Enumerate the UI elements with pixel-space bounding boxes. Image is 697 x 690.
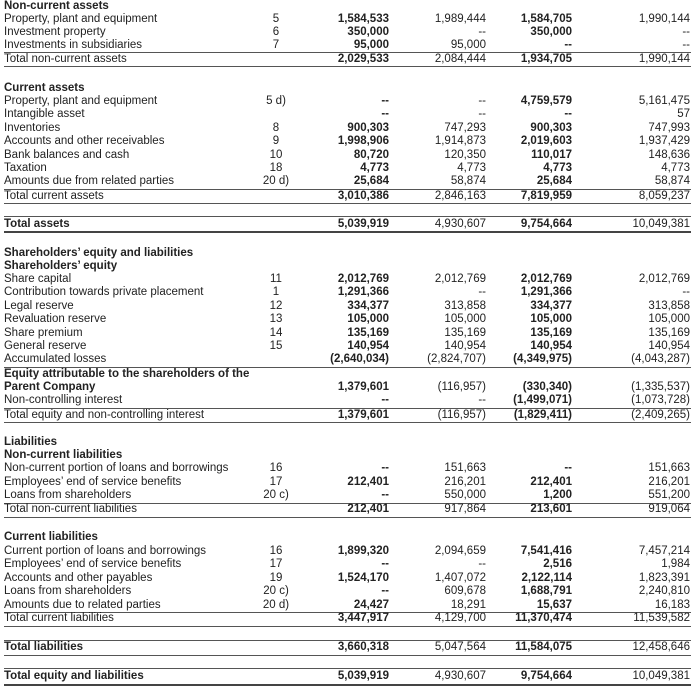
value-col-1: 5,039,919 xyxy=(337,670,389,682)
value-col-2: 4,129,700 xyxy=(434,612,486,624)
value-col-1: 2,012,769 xyxy=(337,273,389,285)
divider xyxy=(4,66,691,67)
row-label: Parent Company xyxy=(4,381,96,393)
divider xyxy=(4,422,691,423)
value-col-1: 1,379,601 xyxy=(337,381,389,393)
value-col-1: 3,447,917 xyxy=(337,612,389,624)
row-label: Investments in subsidiaries xyxy=(4,39,143,51)
value-col-3: 2,122,114 xyxy=(521,571,572,584)
value-col-3: 2,516 xyxy=(543,558,572,571)
value-col-1: -- xyxy=(381,489,389,501)
row-label: Contribution towards private placement xyxy=(4,286,204,299)
value-col-1: 334,377 xyxy=(347,299,389,312)
value-col-4: 1,937,429 xyxy=(638,135,690,148)
section-current-assets-label: Current assets xyxy=(4,82,85,94)
value-col-2: -- xyxy=(478,108,486,121)
row-label: Accounts and other receivables xyxy=(4,135,165,148)
row-label: Total equity and liabilities xyxy=(4,670,144,682)
value-col-1: 1,524,170 xyxy=(337,571,389,584)
row-label: Amounts due to related parties xyxy=(4,598,161,611)
value-col-3: 9,754,664 xyxy=(520,670,572,682)
value-col-2: (2,824,707) xyxy=(427,353,486,366)
row-label: Share capital xyxy=(4,273,72,285)
value-col-1: 105,000 xyxy=(347,313,389,326)
value-col-3: 1,934,705 xyxy=(520,53,572,65)
value-col-4: (4,043,287) xyxy=(631,353,690,366)
total-liabilities-row xyxy=(4,641,692,654)
table-row xyxy=(4,340,692,353)
value-col-3: -- xyxy=(564,108,572,121)
value-col-1: 3,660,318 xyxy=(337,641,389,653)
total-row xyxy=(4,503,692,516)
value-col-4: 1,823,391 xyxy=(638,571,690,584)
row-label: Taxation xyxy=(4,162,47,174)
value-col-3: (4,349,975) xyxy=(513,353,572,366)
total-equity-liabilities-row xyxy=(4,670,692,683)
value-col-1: 900,303 xyxy=(347,121,389,134)
note-ref: 17 xyxy=(269,476,283,488)
divider xyxy=(4,231,691,233)
value-col-4: 58,874 xyxy=(654,175,690,188)
equity-attributable-label xyxy=(4,368,692,381)
value-col-2: 313,858 xyxy=(444,299,486,312)
value-col-2: 2,012,769 xyxy=(434,273,486,285)
note-ref: 17 xyxy=(269,558,283,571)
value-col-3: 1,688,791 xyxy=(520,585,572,598)
section-equity-and-liabilities xyxy=(4,247,692,260)
table-row xyxy=(4,572,692,585)
section-non-current-assets-label: Non-current assets xyxy=(4,0,109,12)
value-col-4: 140,954 xyxy=(648,340,690,352)
value-col-3: 25,684 xyxy=(536,175,572,188)
value-col-4: 7,457,214 xyxy=(638,545,690,557)
row-label: Bank balances and cash xyxy=(4,148,130,161)
value-col-1: 24,427 xyxy=(353,598,389,611)
value-col-1: -- xyxy=(381,558,389,571)
value-col-1: 135,169 xyxy=(347,326,389,339)
divider xyxy=(4,655,691,656)
value-col-4: 747,993 xyxy=(648,121,690,134)
value-col-3: 15,637 xyxy=(536,598,572,611)
section-current-liabilities-label: Current liabilities xyxy=(4,531,98,543)
note-ref: 20 c) xyxy=(263,489,289,501)
value-col-4: 919,064 xyxy=(648,503,690,515)
row-label: Inventories xyxy=(4,121,61,134)
table-row xyxy=(4,273,692,286)
value-col-3: 11,370,474 xyxy=(515,612,572,624)
value-col-1: 2,029,533 xyxy=(337,53,389,65)
value-col-3: 1,291,366 xyxy=(520,286,572,299)
value-col-3: 140,954 xyxy=(530,340,572,352)
row-label: Employees’ end of service benefits xyxy=(4,476,182,488)
value-col-3: 7,541,416 xyxy=(520,545,572,557)
value-col-1: -- xyxy=(381,462,389,474)
value-col-3: (330,340) xyxy=(522,381,572,393)
row-label: Accounts and other payables xyxy=(4,571,153,584)
value-col-3: 1,200 xyxy=(543,489,572,501)
value-col-4: 1,990,144 xyxy=(638,53,690,65)
table-row xyxy=(4,585,692,598)
value-col-4: -- xyxy=(682,39,690,51)
value-col-1: 212,401 xyxy=(347,503,389,515)
note-ref: 20 c) xyxy=(263,585,289,598)
section-current-liabilities xyxy=(4,531,692,544)
table-row xyxy=(4,353,692,366)
table-row xyxy=(4,135,692,148)
row-label: Legal reserve xyxy=(4,299,74,312)
row-label: Current portion of loans and borrowings xyxy=(4,545,207,557)
value-col-4: 8,059,237 xyxy=(638,190,690,202)
section-non-current-assets xyxy=(4,0,692,13)
table-row xyxy=(4,462,692,475)
table-row xyxy=(4,313,692,326)
value-col-2: 1,989,444 xyxy=(434,13,486,25)
section-shareholders-equity xyxy=(4,260,692,273)
value-col-3: 2,012,769 xyxy=(520,273,572,285)
row-label: Total liabilities xyxy=(4,641,84,653)
value-col-2: -- xyxy=(478,286,486,299)
table-row xyxy=(4,175,692,188)
value-col-4: (2,409,265) xyxy=(631,409,690,421)
value-col-1: 80,720 xyxy=(353,148,389,161)
value-col-1: 1,584,533 xyxy=(337,13,389,25)
note-ref: 5 d) xyxy=(266,95,286,107)
value-col-4: 151,663 xyxy=(648,462,690,474)
value-col-1: -- xyxy=(381,108,389,121)
value-col-2: -- xyxy=(478,95,486,107)
row-label: Non-current portion of loans and borrowings xyxy=(4,462,229,474)
value-col-3: 213,601 xyxy=(530,503,572,515)
value-col-1: 212,401 xyxy=(347,476,389,488)
note-ref: 8 xyxy=(272,121,280,134)
value-col-2: 917,864 xyxy=(444,503,486,515)
value-col-4: 12,458,646 xyxy=(632,641,690,653)
value-col-2: 151,663 xyxy=(444,462,486,474)
value-col-1: 3,010,386 xyxy=(337,190,389,202)
value-col-3: 350,000 xyxy=(530,26,572,38)
value-col-4: (1,073,728) xyxy=(631,394,690,406)
value-col-4: (1,335,537) xyxy=(631,381,690,393)
value-col-3: (1,499,071) xyxy=(513,394,572,406)
row-label: Loans from shareholders xyxy=(4,585,132,598)
value-col-1: -- xyxy=(381,394,389,406)
value-col-2: 1,914,873 xyxy=(434,135,486,148)
value-col-4: 16,183 xyxy=(654,598,690,611)
value-col-4: 5,161,475 xyxy=(638,95,690,107)
note-ref: 1 xyxy=(272,286,280,299)
value-col-3: (1,829,411) xyxy=(513,409,572,421)
value-col-2: 4,930,607 xyxy=(434,218,486,230)
table-row xyxy=(4,327,692,340)
value-col-2: 2,846,163 xyxy=(434,190,486,202)
value-col-1: -- xyxy=(381,95,389,107)
row-label: Loans from shareholders xyxy=(4,489,132,501)
value-col-4: 1,990,144 xyxy=(638,13,690,25)
note-ref: 13 xyxy=(269,313,283,326)
divider xyxy=(4,203,691,204)
value-col-4: 57 xyxy=(677,108,690,121)
value-col-3: 1,584,705 xyxy=(520,13,572,25)
value-col-1: 140,954 xyxy=(347,340,389,352)
note-ref: 15 xyxy=(269,340,283,352)
divider xyxy=(4,668,691,669)
row-label: Total non-current assets xyxy=(4,53,127,65)
value-col-1: 4,773 xyxy=(360,162,389,174)
value-col-2: 95,000 xyxy=(450,39,486,51)
value-col-2: -- xyxy=(478,394,486,406)
value-col-3: 9,754,664 xyxy=(520,218,572,230)
note-ref: 10 xyxy=(269,148,283,161)
section-non-current-liabilities xyxy=(4,449,692,462)
value-col-2: (116,957) xyxy=(437,381,486,393)
divider xyxy=(4,626,691,627)
row-label: Total current liabilities xyxy=(4,612,114,624)
total-row xyxy=(4,612,692,625)
value-col-2: -- xyxy=(478,558,486,571)
value-col-3: 4,773 xyxy=(543,162,572,174)
table-row xyxy=(4,476,692,489)
value-col-2: -- xyxy=(478,26,486,38)
value-col-3: 2,019,603 xyxy=(520,135,572,148)
value-col-4: 313,858 xyxy=(648,299,690,312)
row-label: Total assets xyxy=(4,218,70,230)
value-col-4: 11,539,582 xyxy=(633,612,690,624)
note-ref: 20 d) xyxy=(262,598,290,611)
row-label: Total current assets xyxy=(4,190,104,202)
table-row xyxy=(4,39,692,52)
row-label: Amounts due from related parties xyxy=(4,175,175,188)
row-label: Revaluation reserve xyxy=(4,313,107,326)
value-col-2: 216,201 xyxy=(444,476,486,488)
note-ref: 18 xyxy=(269,162,283,174)
value-col-2: 550,000 xyxy=(444,489,486,501)
table-row xyxy=(4,122,692,135)
value-col-4: 10,049,381 xyxy=(632,670,690,682)
table-row xyxy=(4,300,692,313)
section-non-current-liabilities-label: Non-current liabilities xyxy=(4,449,123,461)
row-label: Non-controlling interest xyxy=(4,394,123,406)
row-label: Total equity and non-controlling interest xyxy=(4,409,205,421)
value-col-3: 334,377 xyxy=(530,299,572,312)
value-col-4: 2,240,810 xyxy=(638,585,690,598)
value-col-4: -- xyxy=(682,26,690,38)
section-equity-and-liabilities-label: Shareholders’ equity and liabilities xyxy=(4,247,194,259)
row-label: Total non-current liabilities xyxy=(4,503,137,515)
row-label: General reserve xyxy=(4,340,87,352)
value-col-2: 120,350 xyxy=(444,148,486,161)
value-col-1: 5,039,919 xyxy=(337,218,389,230)
table-row xyxy=(4,545,692,558)
row-label: Investment property xyxy=(4,26,106,38)
divider xyxy=(4,684,691,686)
table-row xyxy=(4,108,692,121)
table-row xyxy=(4,26,692,39)
value-col-3: -- xyxy=(564,462,572,474)
note-ref: 5 xyxy=(272,13,280,25)
total-row xyxy=(4,409,692,422)
note-ref: 6 xyxy=(272,26,280,38)
value-col-1: 25,684 xyxy=(353,175,389,188)
equity-attributable-label-label: Equity attributable to the shareholders of the xyxy=(4,368,250,380)
value-col-4: 551,200 xyxy=(648,489,690,501)
value-col-3: 110,017 xyxy=(531,148,572,161)
total-row xyxy=(4,190,692,203)
value-col-2: 135,169 xyxy=(444,326,486,339)
table-row xyxy=(4,558,692,571)
value-col-1: 1,291,366 xyxy=(337,286,389,299)
section-shareholders-equity-label: Shareholders’ equity xyxy=(4,260,118,272)
value-col-2: 609,678 xyxy=(444,585,486,598)
row-label: Accumulated losses xyxy=(4,353,107,366)
section-liabilities xyxy=(4,436,692,449)
note-ref: 16 xyxy=(269,462,283,474)
value-col-1: 1,379,601 xyxy=(337,409,389,421)
value-col-2: 5,047,564 xyxy=(434,641,486,653)
note-ref: 14 xyxy=(269,326,283,339)
value-col-4: 105,000 xyxy=(648,313,690,326)
value-col-4: 216,201 xyxy=(648,476,690,488)
value-col-2: 4,930,607 xyxy=(434,670,486,682)
value-col-2: 58,874 xyxy=(450,175,486,188)
value-col-2: 140,954 xyxy=(444,340,486,352)
value-col-2: 2,084,444 xyxy=(434,53,486,65)
value-col-4: 135,169 xyxy=(648,326,690,339)
value-col-4: -- xyxy=(682,286,690,299)
row-label: Property, plant and equipment xyxy=(4,13,158,25)
value-col-1: (2,640,034) xyxy=(330,353,389,366)
table-row xyxy=(4,599,692,612)
value-col-4: 4,773 xyxy=(661,162,690,174)
row-label: Intangible asset xyxy=(4,108,85,121)
table-row xyxy=(4,13,692,26)
section-current-assets xyxy=(4,82,692,95)
value-col-1: 1,998,906 xyxy=(337,135,389,148)
note-ref: 7 xyxy=(272,39,280,51)
value-col-2: 105,000 xyxy=(444,313,486,326)
value-col-3: -- xyxy=(564,39,572,51)
value-col-3: 900,303 xyxy=(530,121,572,134)
note-ref: 12 xyxy=(269,299,283,312)
value-col-2: 4,773 xyxy=(457,162,486,174)
value-col-2: 747,293 xyxy=(444,121,486,134)
table-row xyxy=(4,95,692,108)
note-ref: 11 xyxy=(270,273,282,285)
total-assets-row xyxy=(4,218,692,231)
value-col-1: 95,000 xyxy=(353,39,389,51)
row-label: Property, plant and equipment xyxy=(4,95,158,107)
value-col-2: 1,407,072 xyxy=(434,571,486,584)
value-col-2: 18,291 xyxy=(450,598,486,611)
table-row xyxy=(4,394,692,407)
value-col-4: 10,049,381 xyxy=(632,218,690,230)
value-col-3: 7,819,959 xyxy=(520,190,572,202)
value-col-3: 212,401 xyxy=(530,476,572,488)
value-col-3: 135,169 xyxy=(530,326,572,339)
note-ref: 19 xyxy=(269,571,283,584)
note-ref: 16 xyxy=(269,545,283,557)
value-col-1: 350,000 xyxy=(347,26,389,38)
value-col-4: 1,984 xyxy=(661,558,690,571)
table-row xyxy=(4,149,692,162)
value-col-4: 2,012,769 xyxy=(638,273,690,285)
row-label: Share premium xyxy=(4,326,83,339)
value-col-4: 148,636 xyxy=(648,148,690,161)
divider xyxy=(4,216,691,217)
value-col-3: 4,759,579 xyxy=(520,95,572,107)
divider xyxy=(4,517,691,518)
value-col-3: 105,000 xyxy=(530,313,572,326)
table-row xyxy=(4,162,692,175)
value-col-2: 2,094,659 xyxy=(434,545,486,557)
value-col-1: -- xyxy=(381,585,389,598)
equity-attributable-row xyxy=(4,381,692,394)
value-col-3: 11,584,075 xyxy=(515,641,572,653)
table-row xyxy=(4,489,692,502)
value-col-1: 1,899,320 xyxy=(337,545,389,557)
value-col-2: (116,957) xyxy=(437,409,486,421)
section-liabilities-label: Liabilities xyxy=(4,436,58,448)
table-row xyxy=(4,286,692,299)
note-ref: 20 d) xyxy=(262,175,290,188)
total-row xyxy=(4,53,692,66)
note-ref: 9 xyxy=(272,135,280,148)
row-label: Employees’ end of service benefits xyxy=(4,558,182,571)
